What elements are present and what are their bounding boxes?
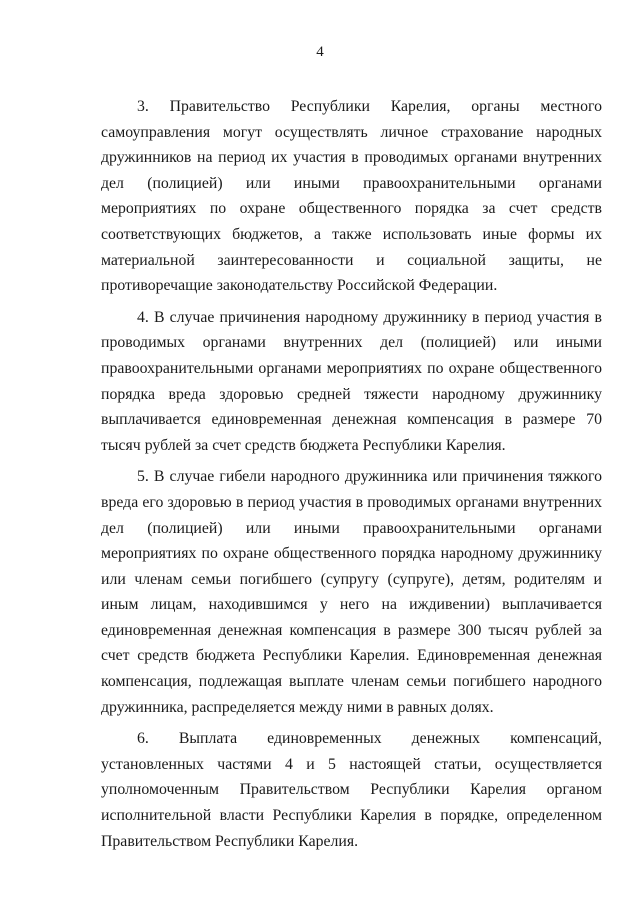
page-number: 4 [316, 44, 324, 60]
paragraph-3: 3. Правительство Республики Карелия, органы местного самоуправления могут осуществлять личное страхование народных дружинников на период их участия в проводимых органами внутренних дел (полицией) или иными правоохранительными органами мероприятиях по охране общественного порядка за счет средств соответствующих бюджетов, а также использовать иные формы их материальной заинтересованности и социальной защиты, не противоречащие законодательству Российской Федерации. [101, 98, 602, 295]
paragraph-5: 5. В случае гибели народного дружинника или причинения тяжкого вреда его здоровью в период участия в проводимых органами внутренних дел (полицией) или иными правоохранительными органами мероприятиях по охране общественного порядка народному дружиннику или членам семьи погибшего (супругу (супруге), детям, родителям и иным лицам, находившимся у него на иждивении) выплачивается единовременная денежная компенсация в размере 300 тысяч рублей за счет средств бюджета Республики Карелия. Единовременная денежная компенсация, подлежащая выплате членам семьи погибшего народного дружинника, распределяется между ними в равных долях. [101, 468, 602, 716]
paragraph-6: 6. Выплата единовременных денежных компенсаций, установленных частями 4 и 5 настоящей статьи, осуществляется уполномоченным Правительством Республики Карелия органом исполнительной власти Республики Карелия в порядке, определенном Правительством Республики Карелия. [101, 730, 602, 850]
paragraph-4: 4. В случае причинения народному дружиннику в период участия в проводимых органами внутренних дел (полицией) или иными правоохранительными органами мероприятиях по охране общественного порядка вреда здоровью средней тяжести народному дружиннику выплачивается единовременная денежная компенсация в размере 70 тысяч рублей за счет средств бюджета Республики Карелия. [101, 308, 602, 454]
document-body [101, 94, 602, 860]
